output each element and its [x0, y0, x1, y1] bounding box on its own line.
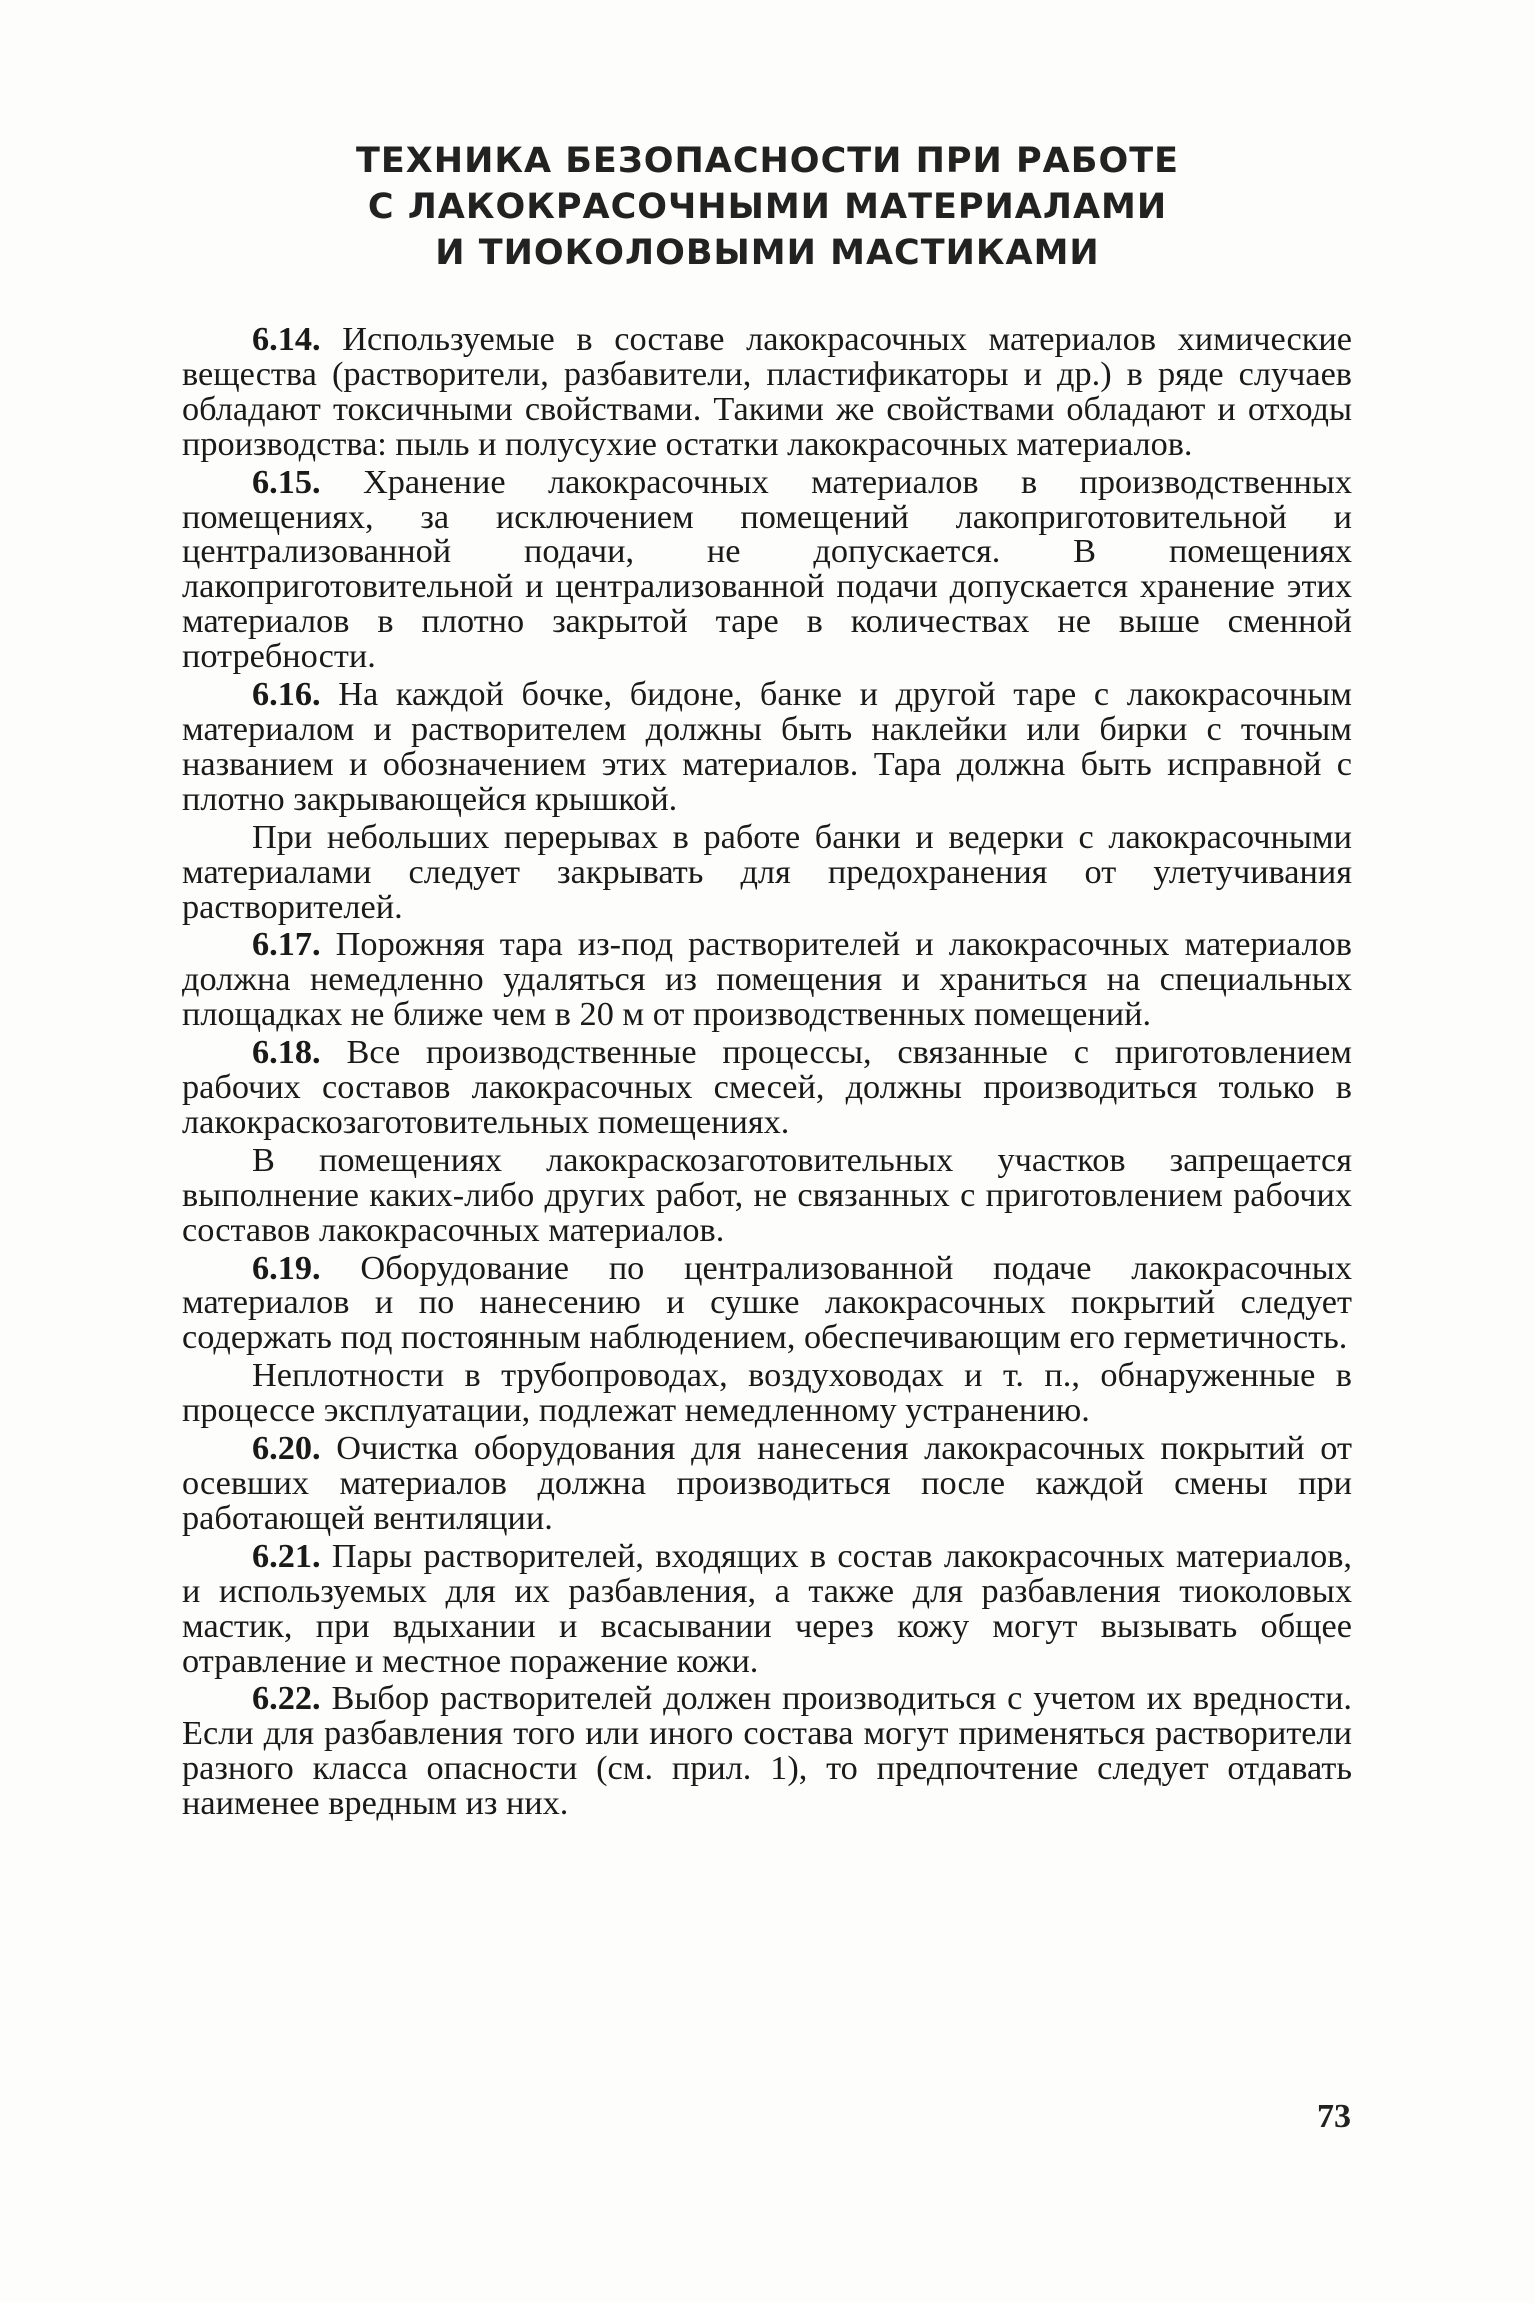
clause-number: 6.17.	[252, 925, 321, 964]
paragraph-text: В помещениях лакокраскозаготовительных участков запрещается выполнение каких-либо других работ, не связанных с приготовлением рабочих составов лакокрасочных материалов.	[182, 1140, 1352, 1249]
paragraph-6-17	[182, 927, 1352, 1032]
heading-line-1: ТЕХНИКА БЕЗОПАСНОСТИ ПРИ РАБОТЕ	[356, 141, 1179, 181]
paragraph-text: Выбор растворителей должен производиться с учетом их вредности. Если для разбавления того или иного состава могут применяться растворители разного класса опасности (см. прил. 1), то предпочтение следует отдавать наименее вредным из них.	[182, 1679, 1352, 1823]
clause-number: 6.14.	[252, 320, 321, 358]
section-heading	[200, 138, 1335, 276]
clause-number: 6.22.	[252, 1679, 321, 1718]
paragraph-6-19-cont	[182, 1358, 1352, 1428]
paragraph-6-16	[182, 677, 1352, 817]
paragraph-text: Неплотности в трубопроводах, воздуховодах и т. п., обнаруженные в процессе эксплуатации, подлежат немедленному устранению.	[182, 1356, 1352, 1430]
clause-number: 6.21.	[252, 1536, 321, 1575]
paragraph-text: Оборудование по централизованной подаче лакокрасочных материалов и по нанесению и сушке лакокрасочных покрытий следует содержать под постоянным наблюдением, обеспечивающим его герметичность.	[182, 1248, 1352, 1357]
paragraph-6-18	[182, 1035, 1352, 1140]
paragraph-text: Очистка оборудования для нанесения лакокрасочных покрытий от осевших материалов должна производиться после каждой смены при работающей вентиляции.	[182, 1429, 1352, 1537]
paragraph-text: Пары растворителей, входящих в состав лакокрасочных материалов, и используемых для их разбавления, а также для разбавления тиоколовых мастик, при вдыхании и всасывании через кожу могут вызывать общее отравление и местное поражение кожи.	[182, 1536, 1352, 1680]
paragraph-6-18-cont	[182, 1140, 1352, 1249]
clause-number: 6.16.	[252, 675, 321, 714]
paragraph-6-19	[182, 1248, 1352, 1357]
page-number: 73	[1317, 2098, 1351, 2135]
paragraph-6-20	[182, 1431, 1352, 1536]
body-text	[182, 322, 1352, 1821]
clause-number: 6.18.	[252, 1033, 321, 1072]
heading-line-2: С ЛАКОКРАСОЧНЫМИ МАТЕРИАЛАМИ	[367, 187, 1168, 227]
clause-number: 6.20.	[252, 1429, 321, 1468]
paragraph-6-15	[182, 462, 1352, 676]
paragraph-6-16-cont	[182, 817, 1352, 926]
paragraph-text: Порожняя тара из-под растворителей и лакокрасочных материалов должна немедленно удаляться из помещения и храниться на специальных площадках не ближе чем в 20 м от производственных помещений.	[182, 925, 1352, 1034]
paragraph-6-14	[182, 322, 1352, 462]
heading-line-3: И ТИОКОЛОВЫМИ МАСТИКАМИ	[435, 233, 1100, 273]
paragraph-text: Используемые в составе лакокрасочных материалов химические вещества (растворители, разбавители, пластификаторы и др.) в ряде случаев обладают токсичными свойствами. Такими же свойствами обладают и отходы производства: пыль и полусухие остатки лакокрасочных материалов.	[182, 320, 1352, 463]
paragraph-text: При небольших перерывах в работе банки и ведерки с лакокрасочными материалами следует закрывать для предохранения от улетучивания растворителей.	[182, 817, 1352, 926]
paragraph-text: Хранение лакокрасочных материалов в производственных помещениях, за исключением помещений лакоприготовительной и централизованной подачи, не допускается. В помещениях лакоприготовительной и централизованной подачи допускается хранение этих материалов в плотно закрытой таре в количествах не выше сменной потребности.	[182, 462, 1352, 676]
clause-number: 6.19.	[252, 1248, 321, 1287]
paragraph-text: Все производственные процессы, связанные с приготовлением рабочих составов лакокрасочных смесей, должны производиться только в лакокраскозаготовительных помещениях.	[182, 1033, 1352, 1141]
paragraph-6-22	[182, 1681, 1352, 1821]
clause-number: 6.15.	[252, 462, 321, 501]
paragraph-text: На каждой бочке, бидоне, банке и другой таре с лакокрасочным материалом и растворителем должны быть наклейки или бирки с точным названием и обозначением этих материалов. Тара должна быть исправной с плотно закрывающейся крышкой.	[182, 675, 1352, 818]
paragraph-6-21	[182, 1536, 1352, 1680]
